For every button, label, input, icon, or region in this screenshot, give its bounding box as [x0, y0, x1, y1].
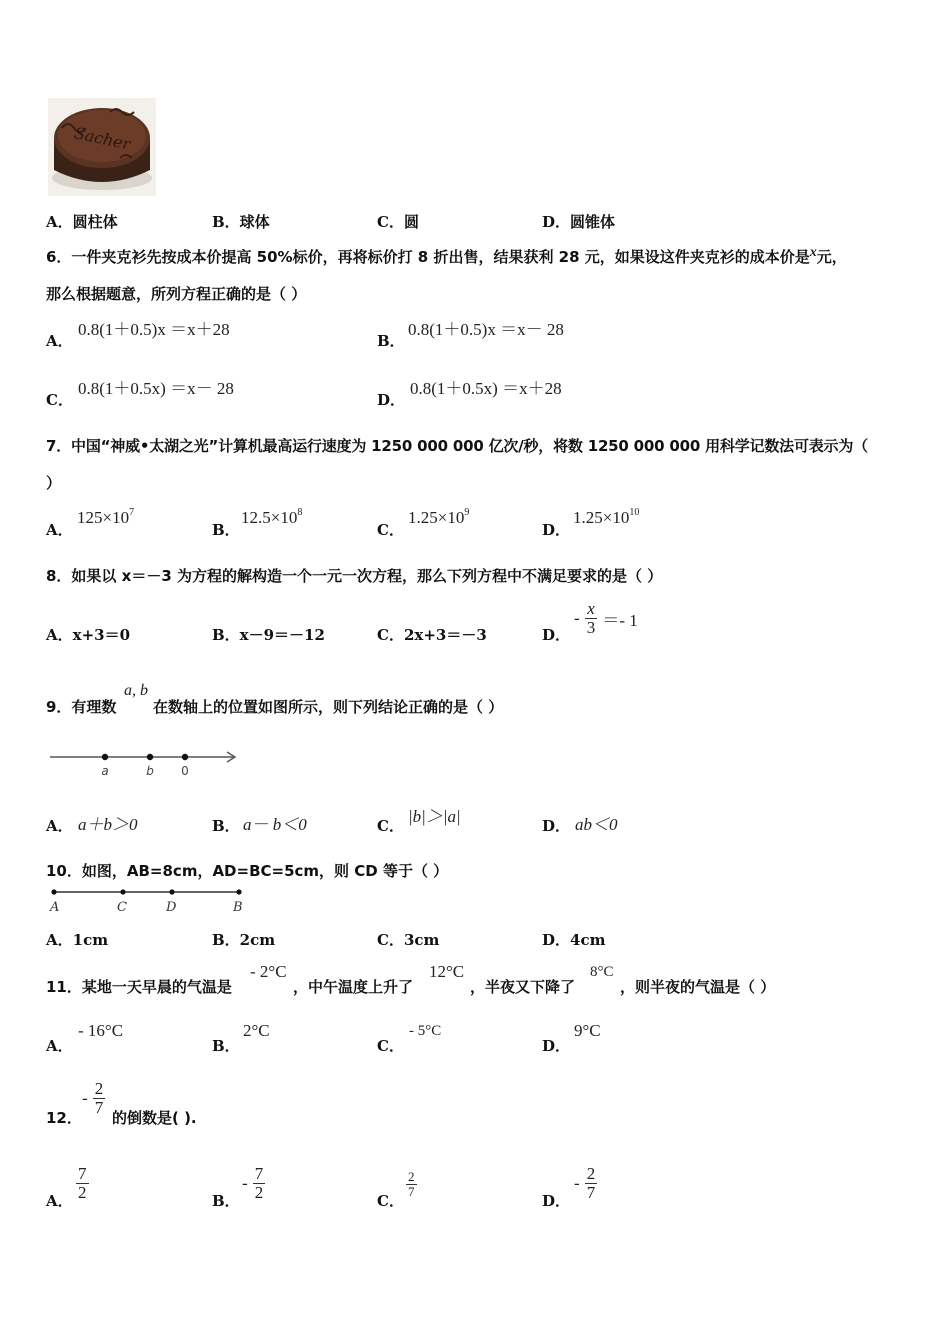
- q7-option-a-exp: 7: [129, 507, 135, 518]
- q6-label-c: C．: [46, 391, 73, 409]
- q11-label-c: C．: [377, 1037, 404, 1055]
- q12-option-c-den: 7: [408, 1184, 415, 1199]
- q11-label-b: B．: [212, 1037, 240, 1055]
- cake-image: [48, 98, 156, 196]
- q9-point-a: [102, 754, 108, 760]
- q11-option-d[interactable]: 9°C: [574, 1021, 601, 1040]
- q11-stem-c: ，半夜又下降了: [470, 978, 576, 996]
- q6-stem-text: 6．一件夹克衫先按成本价提高 50%标价，再将标价打 8 折出售，结果获利 28 元，如果设这件夹克衫的成本价是: [46, 248, 810, 266]
- cake-lettering: Sacher: [72, 123, 133, 154]
- q12-option-d-sign: -: [574, 1173, 580, 1193]
- q7-label-c: C．: [377, 521, 404, 539]
- q7-label-a: A．: [46, 521, 73, 539]
- q9-label-a: A．: [46, 817, 73, 835]
- q7-option-b-base: 12.5×10: [241, 508, 298, 527]
- q8-option-b[interactable]: B．x－9＝－12: [212, 626, 325, 644]
- q7-option-c-base: 1.25×10: [408, 508, 465, 527]
- q9-point-zero: [182, 754, 188, 760]
- q6-option-c[interactable]: 0.8(1＋0.5x) ＝x－ 28: [78, 379, 234, 398]
- q8-option-d-rhs: ＝- 1: [602, 611, 638, 630]
- q12-fraction-body: [93, 1080, 106, 1117]
- q12-option-b-den: 2: [254, 1183, 264, 1202]
- q6-label-a: A．: [46, 332, 73, 350]
- q12-number: 12．: [46, 1109, 82, 1127]
- q10-label-a-point: A: [50, 900, 60, 914]
- q12-option-d[interactable]: [574, 1165, 597, 1202]
- q11-option-a[interactable]: - 16°C: [78, 1021, 124, 1040]
- q12-option-c-fraction: [406, 1170, 417, 1199]
- q10-segment-figure: [46, 884, 246, 914]
- q12-stem: 的倒数是( ).: [112, 1109, 197, 1127]
- q11-temp-drop: 8°C: [590, 964, 614, 980]
- q12-option-a-den: 2: [78, 1183, 87, 1202]
- q10-point-b: [236, 889, 241, 894]
- q9-label-zero: 0: [181, 764, 189, 778]
- q10-option-b[interactable]: B．2cm: [212, 931, 276, 949]
- q6-label-b: B．: [377, 332, 405, 350]
- q8-option-c[interactable]: C．2x+3＝－3: [377, 626, 487, 644]
- q12-label-a: A．: [46, 1192, 73, 1210]
- q9-label-a-point: a: [101, 764, 109, 778]
- q6-option-d[interactable]: 0.8(1＋0.5x) ＝x＋28: [410, 379, 562, 398]
- q12-den: 7: [94, 1098, 104, 1117]
- q7-option-c-exp: 9: [464, 507, 470, 518]
- q7-stem: 7．中国“神威•太湖之光”计算机最高运行速度为 1250 000 000 亿次/秒，将数 1250 000 000 用科学记数法可表示为（: [46, 437, 868, 455]
- q12-option-b[interactable]: [242, 1165, 265, 1202]
- q12-minus: -: [82, 1088, 88, 1108]
- q9-option-c[interactable]: |b|＞|a|: [408, 807, 461, 826]
- q10-option-a[interactable]: A．1cm: [46, 931, 109, 949]
- q9-label-c: C．: [377, 817, 404, 835]
- q12-num: 2: [94, 1079, 104, 1098]
- q12-option-a-fraction: [76, 1165, 89, 1202]
- q7-option-d-exp: 10: [629, 507, 640, 518]
- q12-option-b-fraction: [253, 1165, 266, 1202]
- q12-option-b-num: 7: [254, 1164, 264, 1183]
- q10-label-b-point: B: [233, 900, 243, 914]
- q12-option-b-sign: -: [242, 1173, 248, 1193]
- q9-label-d: D．: [542, 817, 571, 835]
- q12-fraction: [82, 1080, 105, 1117]
- q11-stem-a: 11．某地一天早晨的气温是: [46, 978, 232, 996]
- q7-label-b: B．: [212, 521, 240, 539]
- q9-number-line: [48, 746, 240, 780]
- q10-label-d-point: D: [166, 900, 177, 914]
- q11-temp-morning: - 2°C: [250, 962, 287, 981]
- q12-option-a-num: 7: [78, 1164, 87, 1183]
- q6-label-d: D．: [377, 391, 406, 409]
- q8-option-d-fraction: [585, 600, 598, 637]
- q9-label-b: B．: [212, 817, 240, 835]
- q10-label-c-point: C: [117, 900, 127, 914]
- q9-stem-b: 在数轴上的位置如图所示，则下列结论正确的是（ ）: [153, 698, 504, 716]
- q12-label-b: B．: [212, 1192, 240, 1210]
- q12-option-d-den: 7: [586, 1183, 596, 1202]
- q6-stem-line2: 那么根据题意，所列方程正确的是（ ）: [46, 285, 307, 303]
- q12-label-c: C．: [377, 1192, 404, 1210]
- q6-option-b[interactable]: 0.8(1＋0.5)x ＝x－ 28: [408, 320, 564, 339]
- q11-temp-rise: 12°C: [429, 962, 465, 981]
- q12-label-d: D．: [542, 1192, 571, 1210]
- q8-option-d-num: x: [585, 600, 598, 619]
- q11-stem-b: ，中午温度上升了: [293, 978, 414, 996]
- q9-point-b: [147, 754, 153, 760]
- q7-option-c[interactable]: [408, 508, 469, 528]
- q10-stem: 10．如图，AB=8cm，AD=BC=5cm，则 CD 等于（ ）: [46, 862, 449, 880]
- q11-option-c[interactable]: - 5°C: [409, 1023, 442, 1039]
- q7-option-d[interactable]: [573, 508, 639, 528]
- q7-option-b-exp: 8: [297, 507, 303, 518]
- q7-stem-line2: ）: [46, 474, 62, 492]
- q9-vars: a, b: [124, 682, 148, 699]
- q10-point-a: [51, 889, 56, 894]
- q5-option-d[interactable]: D．圆锥体: [542, 213, 616, 231]
- q5-option-b[interactable]: B．球体: [212, 213, 270, 231]
- q8-stem: 8．如果以 x＝－3 为方程的解构造一个一元一次方程，那么下列方程中不满足要求的是（ ）: [46, 567, 663, 585]
- q5-option-c[interactable]: C．圆: [377, 213, 419, 231]
- q6-variable: x: [809, 245, 817, 260]
- q11-label-d: D．: [542, 1037, 571, 1055]
- q12-option-d-num: 2: [586, 1164, 596, 1183]
- q10-option-d[interactable]: D．4cm: [542, 931, 606, 949]
- q7-option-d-base: 1.25×10: [573, 508, 630, 527]
- q7-option-b[interactable]: [241, 508, 302, 528]
- q7-option-a-base: 125×10: [77, 508, 130, 527]
- q10-option-c[interactable]: C．3cm: [377, 931, 440, 949]
- q10-point-d: [169, 889, 174, 894]
- q11-label-a: A．: [46, 1037, 73, 1055]
- q9-label-b-point: b: [146, 764, 154, 778]
- q12-option-c-num: 2: [408, 1169, 415, 1184]
- q8-label-d: D．: [542, 626, 571, 644]
- q6-option-a[interactable]: 0.8(1＋0.5)x ＝x＋28: [78, 320, 230, 339]
- q7-option-a[interactable]: [77, 508, 134, 528]
- q7-label-d: D．: [542, 521, 571, 539]
- q11-option-b[interactable]: 2°C: [243, 1021, 270, 1040]
- q9-option-b[interactable]: a－ b＜0: [243, 815, 307, 834]
- q8-option-a[interactable]: A．x+3＝0: [46, 626, 131, 644]
- q12-option-a[interactable]: [76, 1165, 89, 1202]
- q9-stem-a: 9．有理数: [46, 698, 117, 716]
- q6-stem: [46, 246, 847, 267]
- q5-option-a[interactable]: A．圆柱体: [46, 213, 118, 231]
- q8-option-d[interactable]: [574, 600, 638, 637]
- q8-option-d-den: 3: [586, 618, 596, 637]
- q9-option-a[interactable]: a＋b＞0: [78, 815, 138, 834]
- q10-point-c: [120, 889, 125, 894]
- q12-option-d-fraction: [585, 1165, 598, 1202]
- q11-stem-d: ，则半夜的气温是（ ）: [620, 978, 776, 996]
- q12-option-c[interactable]: [406, 1170, 417, 1199]
- q8-option-d-minus: -: [574, 608, 580, 628]
- q9-option-d[interactable]: ab＜0: [575, 815, 618, 834]
- q6-stem-unit: 元，: [816, 248, 847, 266]
